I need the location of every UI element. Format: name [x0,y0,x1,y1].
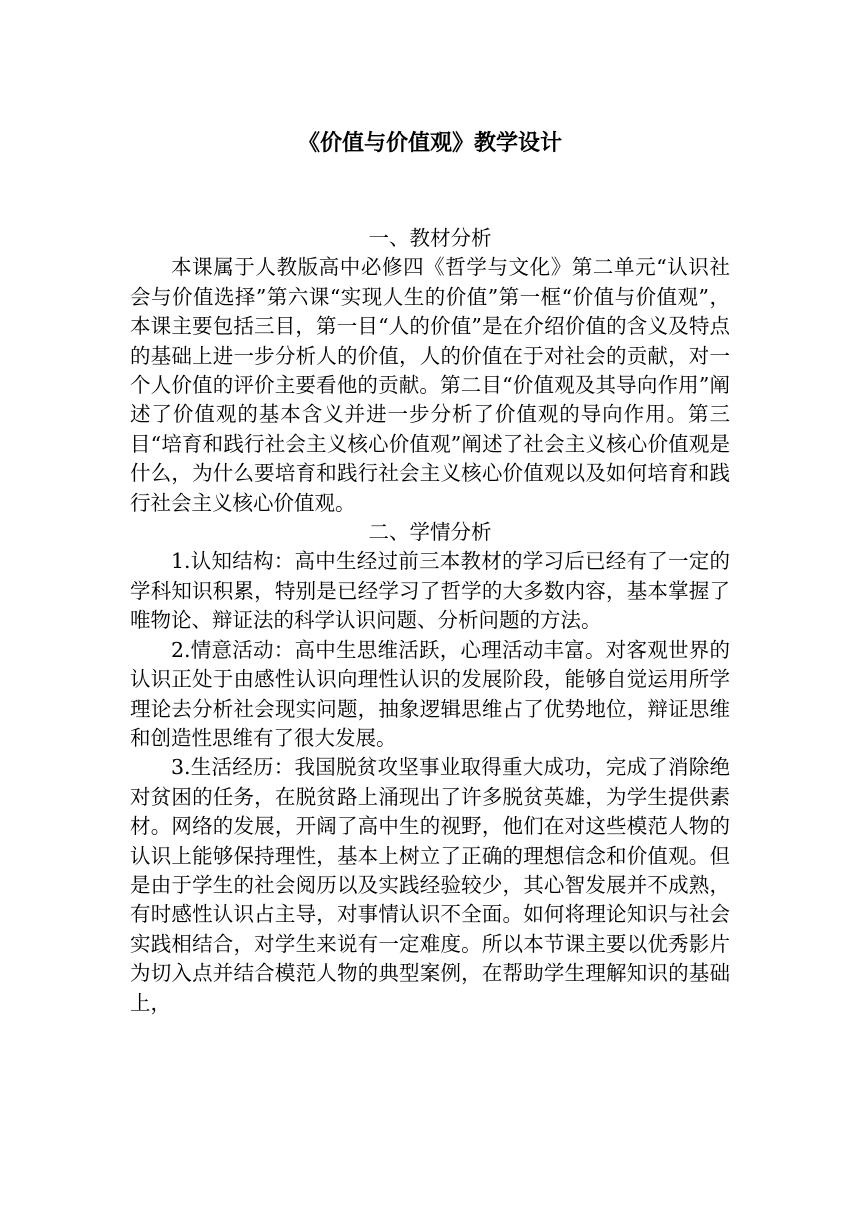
document-body [130,224,730,1018]
section-student-analysis [130,518,730,1018]
document-title: 《价值与价值观》教学设计 [297,131,562,156]
paragraph: 本课属于人教版高中必修四《哲学与文化》第二单元“认识社会与价值选择”第六课“实现人生的价值”第一框“价值与价值观”，本课主要包括三目，第一目“人的价值”是在介绍价值的含义及特点的基础上进一步分析人的价值，人的价值在于对社会的贡献，对一个人价值的评价主要看他的贡献。第二目“价值观及其导向作用”阐述了价值观的基本含义并进一步分析了价值观的导向作用。第三目“培育和践行社会主义核心价值观”阐述了社会主义核心价值观是什么，为什么要培育和践行社会主义核心价值观以及如何培育和践行社会主义核心价值观。 [130,255,730,515]
section-heading: 二、学情分析 [368,520,492,545]
paragraph: 3.生活经历：我国脱贫攻坚事业取得重大成功，完成了消除绝对贫困的任务，在脱贫路上涌现出了许多脱贫英雄，为学生提供素材。网络的发展，开阔了高中生的视野，他们在对这些模范人物的认识上能够保持理性，基本上树立了正确的理想信念和价值观。但是由于学生的社会阅历以及实践经验较少，其心智发展并不成熟，有时感性认识占主导，对事情认识不全面。如何将理论知识与社会实践相结合，对学生来说有一定难度。所以本节课主要以优秀影片为切入点并结合模范人物的典型案例，在帮助学生理解知识的基础上， [130,755,730,1015]
paragraph: 1.认知结构：高中生经过前三本教材的学习后已经有了一定的学科知识积累，特别是已经学习了哲学的大多数内容，基本掌握了唯物论、辩证法的科学认识问题、分析问题的方法。 [130,549,730,633]
section-heading: 一、教材分析 [368,226,492,250]
section-textbook-analysis [130,224,730,518]
paragraph: 2.情意活动：高中生思维活跃，心理活动丰富。对客观世界的认识正处于由感性认识向理性认识的发展阶段，能够自觉运用所学理论去分析社会现实问题，抽象逻辑思维占了优势地位，辩证思维和创造性思维有了很大发展。 [130,637,730,750]
